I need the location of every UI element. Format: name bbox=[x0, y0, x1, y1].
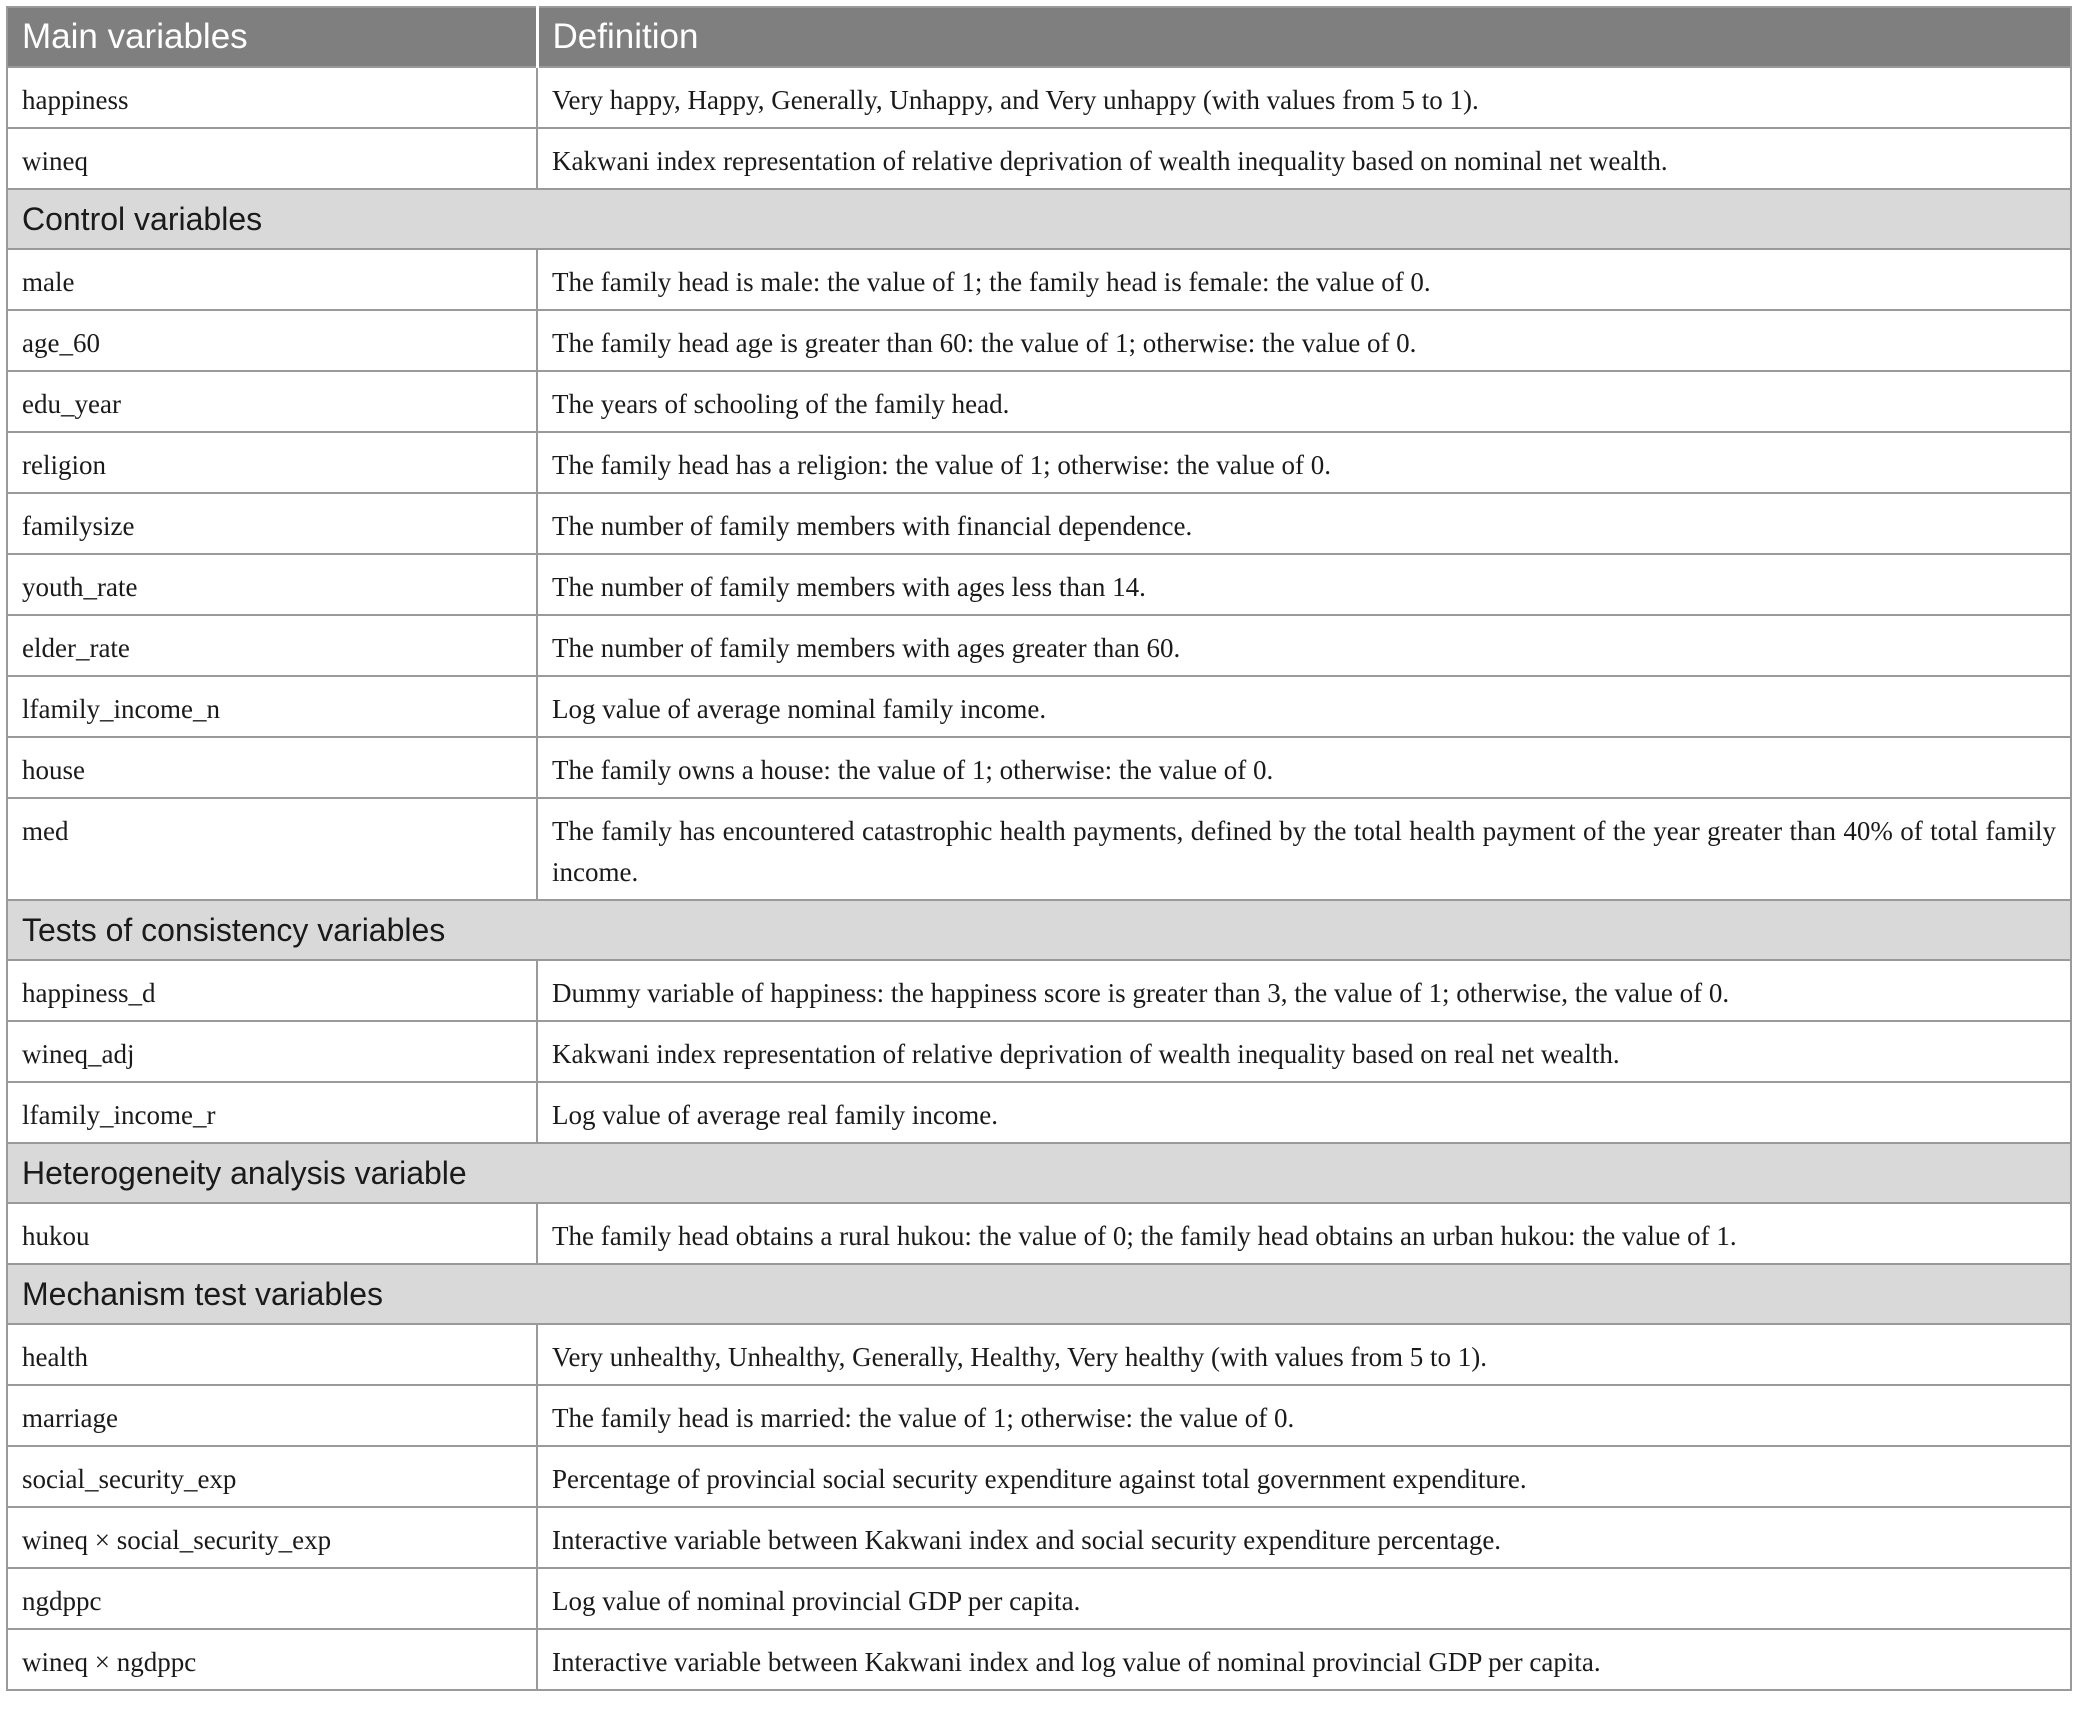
variable-name: hukou bbox=[7, 1203, 537, 1264]
variable-definition: The family owns a house: the value of 1; otherwise: the value of 0. bbox=[537, 737, 2071, 798]
variable-definition: Kakwani index representation of relative deprivation of wealth inequality based on real net wealth. bbox=[537, 1021, 2071, 1082]
variable-name: wineq bbox=[7, 128, 537, 189]
variable-definition: The family head is married: the value of 1; otherwise: the value of 0. bbox=[537, 1385, 2071, 1446]
table-row bbox=[7, 432, 2071, 493]
table-row bbox=[7, 676, 2071, 737]
variable-name: ngdppc bbox=[7, 1568, 537, 1629]
section-row-consistency bbox=[7, 900, 2071, 960]
variable-name: lfamily_income_n bbox=[7, 676, 537, 737]
variable-definition: The years of schooling of the family head. bbox=[537, 371, 2071, 432]
variable-definition: Interactive variable between Kakwani index and social security expenditure percentage. bbox=[537, 1507, 2071, 1568]
table-row bbox=[7, 1568, 2071, 1629]
table-row bbox=[7, 1203, 2071, 1264]
variable-name: health bbox=[7, 1324, 537, 1385]
variable-name: house bbox=[7, 737, 537, 798]
variable-name: wineq × social_security_exp bbox=[7, 1507, 537, 1568]
variable-name: happiness bbox=[7, 67, 537, 128]
variable-name: religion bbox=[7, 432, 537, 493]
table-row bbox=[7, 371, 2071, 432]
variable-definition: Very happy, Happy, Generally, Unhappy, and Very unhappy (with values from 5 to 1). bbox=[537, 67, 2071, 128]
variable-name: wineq × ngdppc bbox=[7, 1629, 537, 1690]
variable-definition: The family has encountered catastrophic health payments, defined by the total health payment of the year greater than 40% of total family income. bbox=[537, 798, 2071, 900]
variable-name: med bbox=[7, 798, 537, 900]
header-definition: Definition bbox=[537, 7, 2071, 67]
variable-name: edu_year bbox=[7, 371, 537, 432]
variable-definition: Log value of average nominal family income. bbox=[537, 676, 2071, 737]
section-row-heterogeneity bbox=[7, 1143, 2071, 1203]
variable-name: familysize bbox=[7, 493, 537, 554]
variable-name: male bbox=[7, 249, 537, 310]
variable-name: social_security_exp bbox=[7, 1446, 537, 1507]
table-row bbox=[7, 1082, 2071, 1143]
variable-definition: The number of family members with ages greater than 60. bbox=[537, 615, 2071, 676]
variable-definition: Dummy variable of happiness: the happiness score is greater than 3, the value of 1; otherwise, the value of 0. bbox=[537, 960, 2071, 1021]
variable-definition: Interactive variable between Kakwani index and log value of nominal provincial GDP per capita. bbox=[537, 1629, 2071, 1690]
table-row bbox=[7, 554, 2071, 615]
table-row bbox=[7, 128, 2071, 189]
table-row bbox=[7, 737, 2071, 798]
variable-name: happiness_d bbox=[7, 960, 537, 1021]
table-row bbox=[7, 1507, 2071, 1568]
table-row bbox=[7, 1324, 2071, 1385]
variable-name: lfamily_income_r bbox=[7, 1082, 537, 1143]
table-row bbox=[7, 310, 2071, 371]
table-row bbox=[7, 1385, 2071, 1446]
table-row bbox=[7, 1446, 2071, 1507]
variable-name: age_60 bbox=[7, 310, 537, 371]
variable-definition: Very unhealthy, Unhealthy, Generally, Healthy, Very healthy (with values from 5 to 1). bbox=[537, 1324, 2071, 1385]
header-row bbox=[7, 7, 2071, 67]
variable-definition: Kakwani index representation of relative deprivation of wealth inequality based on nominal net wealth. bbox=[537, 128, 2071, 189]
variable-definition: Percentage of provincial social security expenditure against total government expenditure. bbox=[537, 1446, 2071, 1507]
variable-name: wineq_adj bbox=[7, 1021, 537, 1082]
variable-definition: The family head obtains a rural hukou: the value of 0; the family head obtains an urban hukou: the value of 1. bbox=[537, 1203, 2071, 1264]
table-row bbox=[7, 493, 2071, 554]
variable-definition: Log value of nominal provincial GDP per capita. bbox=[537, 1568, 2071, 1629]
variable-definition: The number of family members with ages less than 14. bbox=[537, 554, 2071, 615]
section-row-control bbox=[7, 189, 2071, 249]
variable-name: elder_rate bbox=[7, 615, 537, 676]
section-title: Control variables bbox=[7, 189, 2071, 249]
variable-definition: Log value of average real family income. bbox=[537, 1082, 2071, 1143]
table-row bbox=[7, 67, 2071, 128]
table-row bbox=[7, 960, 2071, 1021]
variable-definition: The family head has a religion: the value of 1; otherwise: the value of 0. bbox=[537, 432, 2071, 493]
section-title: Tests of consistency variables bbox=[7, 900, 2071, 960]
variables-table-container bbox=[6, 6, 2070, 1691]
table-body bbox=[7, 67, 2071, 1690]
header-main-variables: Main variables bbox=[7, 7, 537, 67]
variable-name: youth_rate bbox=[7, 554, 537, 615]
table-row bbox=[7, 249, 2071, 310]
variable-definition: The family head age is greater than 60: the value of 1; otherwise: the value of 0. bbox=[537, 310, 2071, 371]
variable-definition: The number of family members with financial dependence. bbox=[537, 493, 2071, 554]
section-title: Mechanism test variables bbox=[7, 1264, 2071, 1324]
section-row-mechanism bbox=[7, 1264, 2071, 1324]
table-row bbox=[7, 615, 2071, 676]
table-row bbox=[7, 1629, 2071, 1690]
table-row bbox=[7, 798, 2071, 900]
variables-table bbox=[6, 6, 2072, 1691]
variable-definition: The family head is male: the value of 1; the family head is female: the value of 0. bbox=[537, 249, 2071, 310]
section-title: Heterogeneity analysis variable bbox=[7, 1143, 2071, 1203]
variable-name: marriage bbox=[7, 1385, 537, 1446]
table-row bbox=[7, 1021, 2071, 1082]
table-header bbox=[7, 7, 2071, 67]
